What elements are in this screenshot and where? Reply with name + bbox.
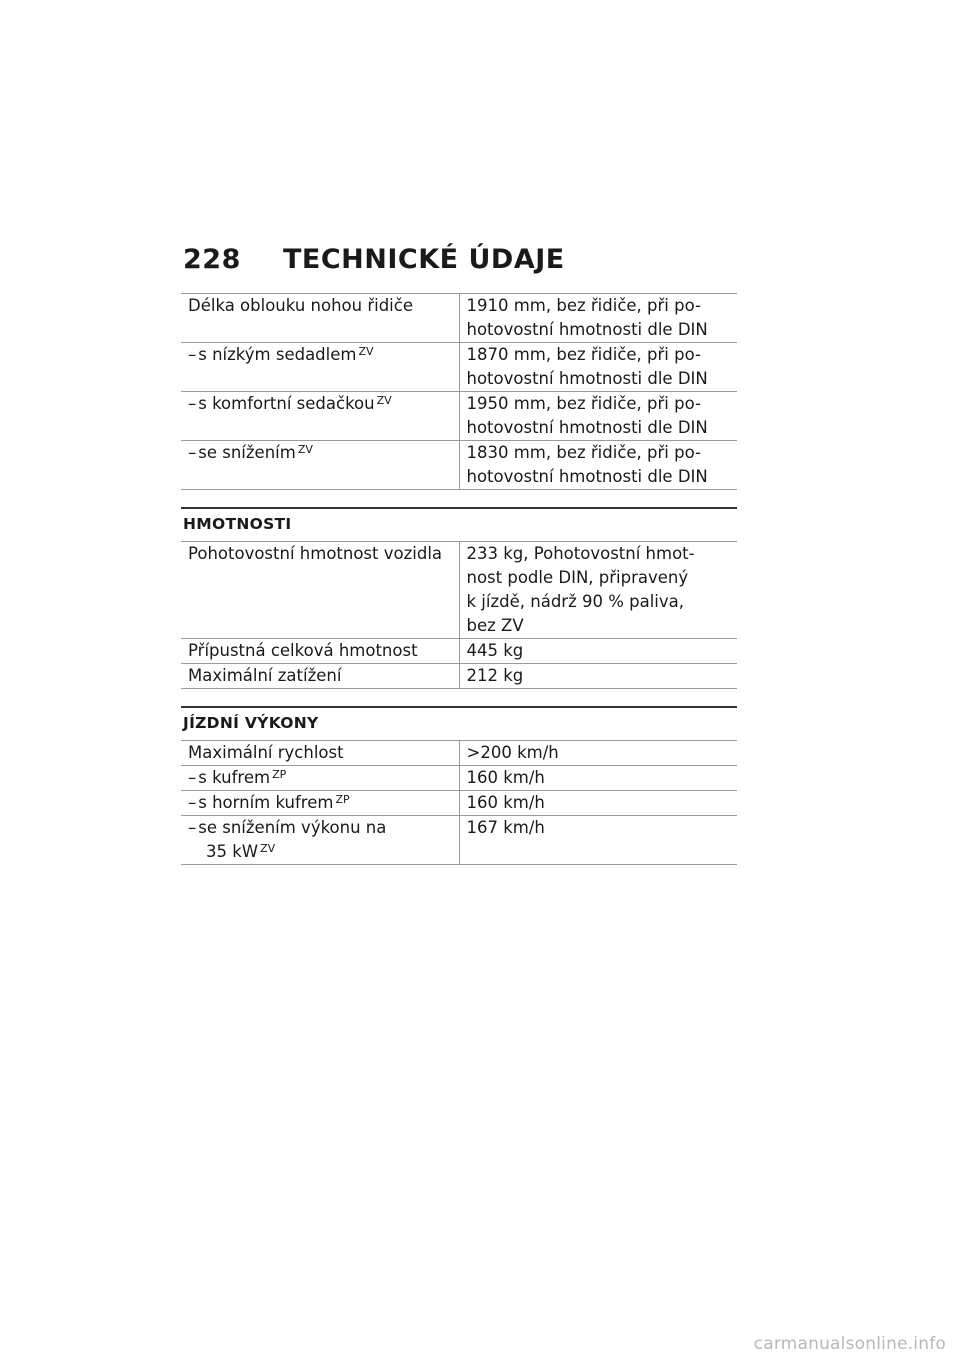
superscript-note: ZV <box>260 842 276 855</box>
spec-label-cell <box>181 791 459 816</box>
spec-value-cell <box>459 664 737 689</box>
superscript-note: ZV <box>358 345 374 358</box>
spec-label: Přípustná celková hmotnost <box>188 641 418 660</box>
watermark: carmanualsonline.info <box>753 1334 946 1354</box>
spec-value-cell <box>459 639 737 664</box>
dash-marker: – <box>188 818 197 837</box>
table-row <box>181 542 737 639</box>
spec-value-line: 212 kg <box>466 666 524 685</box>
spec-value-cell: >200 km/h <box>466 743 559 762</box>
spec-label: se snížením <box>198 443 296 462</box>
spec-value-cell <box>459 343 737 392</box>
superscript-note: ZP <box>272 768 287 781</box>
table-row <box>181 741 737 766</box>
spec-label: s nízkým sedadlem <box>198 345 357 364</box>
table-row <box>181 392 737 441</box>
spec-value-cell: 160 km/h <box>466 768 545 787</box>
spec-label: Pohotovostní hmotnost vozidla <box>188 544 443 563</box>
performance-heading: JÍZDNÍ VÝKONY <box>181 706 737 740</box>
spec-label-continuation <box>188 840 275 864</box>
weights-table <box>181 541 737 689</box>
page-title: TECHNICKÉ ÚDAJE <box>283 244 565 275</box>
spec-value-cell <box>459 542 737 639</box>
weights-heading: HMOTNOSTI <box>181 507 737 541</box>
table-row <box>181 766 737 791</box>
spec-value-cell <box>459 294 737 343</box>
superscript-note: ZV <box>297 443 313 456</box>
superscript-note: ZV <box>376 394 392 407</box>
spec-label-cell <box>181 294 459 343</box>
table-row <box>181 791 737 816</box>
superscript-note: ZP <box>335 793 350 806</box>
dash-marker: – <box>188 793 197 812</box>
spec-value-line: bez ZV <box>466 616 524 635</box>
spec-label: s horním kufrem <box>198 793 334 812</box>
spec-label: Maximální rychlost <box>188 743 344 762</box>
spec-value-line: 445 kg <box>466 641 524 660</box>
spec-value-line: 1910 mm, bez řidiče, při po- <box>466 296 701 315</box>
dash-marker: – <box>188 394 197 413</box>
spec-label-cell <box>181 741 459 766</box>
table-row <box>181 294 737 343</box>
table-row <box>181 639 737 664</box>
spec-value-cell <box>459 441 737 490</box>
spec-value-line: hotovostní hmotnosti dle DIN <box>466 320 708 339</box>
spec-value-cell <box>459 392 737 441</box>
spec-label-cont-text: 35 kW <box>206 842 259 861</box>
dash-marker: – <box>188 443 197 462</box>
spec-value-line: nost podle DIN, připravený <box>466 568 689 587</box>
spec-label-cell <box>181 639 459 664</box>
dimensions-table <box>181 293 737 490</box>
spec-label-cell <box>181 392 459 441</box>
page-number: 228 <box>183 244 241 275</box>
spec-label-cell <box>181 766 459 791</box>
dash-marker: – <box>188 768 197 787</box>
spec-label: Délka oblouku nohou řidiče <box>188 296 413 315</box>
spec-label: s kufrem <box>198 768 271 787</box>
spec-value-line: hotovostní hmotnosti dle DIN <box>466 467 708 486</box>
spec-value-line: 1830 mm, bez řidiče, při po- <box>466 443 701 462</box>
performance-table <box>181 740 737 865</box>
spec-label: s komfortní sedačkou <box>198 394 375 413</box>
table-row <box>181 816 737 865</box>
spec-value-line: 1870 mm, bez řidiče, při po- <box>466 345 701 364</box>
spec-label-cell <box>181 664 459 689</box>
spec-value-line: hotovostní hmotnosti dle DIN <box>466 369 708 388</box>
page-header <box>183 244 565 275</box>
table-row <box>181 343 737 392</box>
spec-value-cell: 167 km/h <box>466 818 545 837</box>
spec-value-cell: 160 km/h <box>466 793 545 812</box>
spec-label-cell <box>181 816 459 865</box>
spec-label: se snížením výkonu na <box>198 818 387 837</box>
spec-value-line: hotovostní hmotnosti dle DIN <box>466 418 708 437</box>
spec-label-cell <box>181 343 459 392</box>
spec-value-line: 233 kg, Pohotovostní hmot- <box>466 544 695 563</box>
spec-value-line: k jízdě, nádrž 90 % paliva, <box>466 592 685 611</box>
spec-label-cell <box>181 542 459 639</box>
spec-label: Maximální zatížení <box>188 666 342 685</box>
spec-label-cell <box>181 441 459 490</box>
dash-marker: – <box>188 345 197 364</box>
table-row <box>181 441 737 490</box>
table-row <box>181 664 737 689</box>
content <box>181 293 737 865</box>
spec-value-line: 1950 mm, bez řidiče, při po- <box>466 394 701 413</box>
